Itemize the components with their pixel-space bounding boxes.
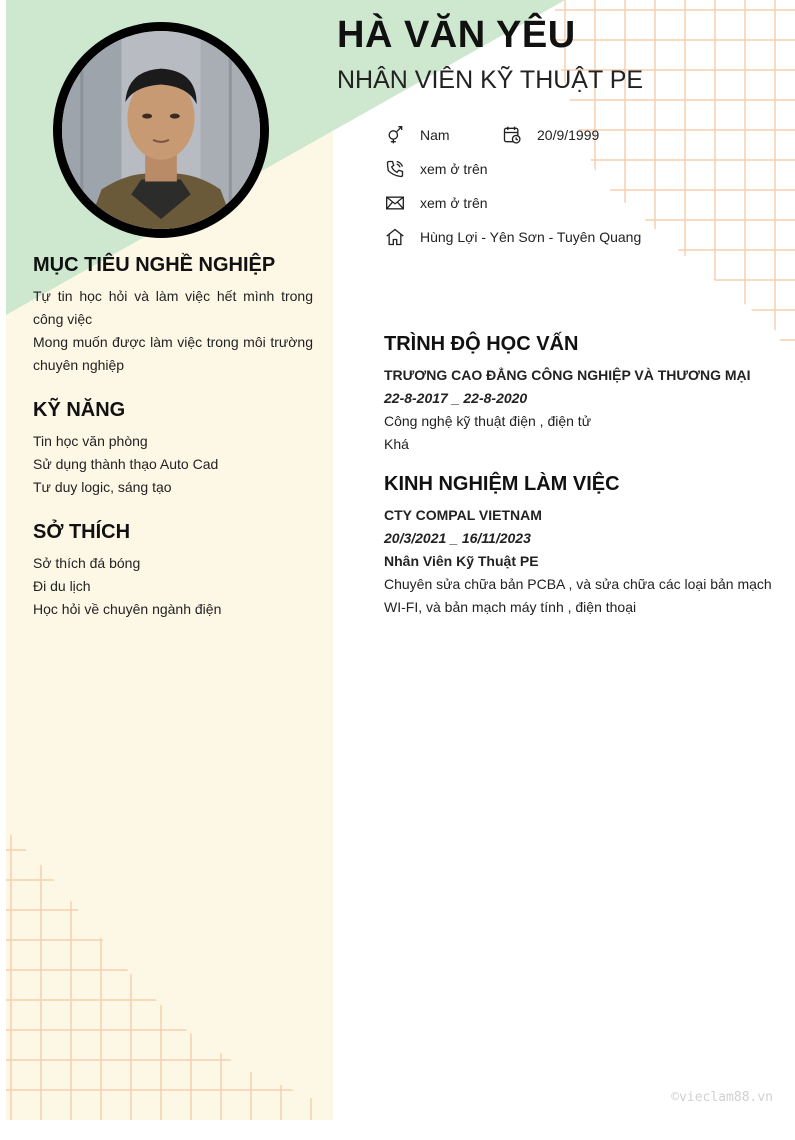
career-goal-line: Tự tin học hỏi và làm việc hết mình trong công việc [33,288,313,327]
avatar [62,31,260,229]
hobbies-list [33,552,313,621]
experience-period: 20/3/2021 _ 16/11/2023 [384,530,531,546]
candidate-name: HÀ VĂN YÊU [337,14,576,56]
envelope-icon [384,192,406,214]
grid-decoration-bottom-left [6,830,326,1120]
address-value: Hùng Lợi - Yên Sơn - Tuyên Quang [420,229,642,245]
career-goal-line: Mong muốn được làm việc trong môi trường chuyên nghiệp [33,334,313,373]
email-row [384,192,488,214]
grid-decoration-top-right [545,0,795,370]
skills-list [33,430,313,499]
skill-item: Sử dụng thành thạo Auto Cad [33,456,219,472]
hobby-item: Đi du lịch [33,578,91,594]
education-major: Công nghệ kỹ thuật điện , điện tử [384,413,592,429]
company-name: CTY COMPAL VIETNAM [384,507,542,523]
address-row [384,226,641,248]
email-value: xem ở trên [420,195,488,211]
career-goal-text [33,285,313,377]
education-period: 22-8-2017 _ 22-8-2020 [384,390,528,406]
hobby-item: Sở thích đá bóng [33,555,141,571]
experience-block [384,504,776,619]
avatar-frame [53,22,269,238]
education-grade: Khá [384,436,409,452]
phone-row [384,158,488,180]
calendar-icon [501,124,523,146]
experience-description: Chuyên sửa chữa bản PCBA , và sửa chữa các loại bản mạch WI-FI, và bản mạch máy tính , điện thoại [384,576,772,615]
birthday-value: 20/9/1999 [537,127,600,143]
experience-title: KINH NGHIỆM LÀM VIỆC [384,473,620,495]
education-block [384,364,774,456]
phone-value: xem ở trên [420,161,488,177]
career-goal-title: MỤC TIÊU NGHỀ NGHIỆP [33,254,276,276]
skill-item: Tư duy logic, sáng tạo [33,479,172,495]
watermark: ©vieclam88.vn [671,1090,773,1105]
school-name: TRƯƠNG CAO ĐẲNG CÔNG NGHIỆP VÀ THƯƠNG MẠI [384,367,751,383]
job-title: NHÂN VIÊN KỸ THUẬT PE [337,66,644,94]
home-icon [384,226,406,248]
skill-item: Tin học văn phòng [33,433,148,449]
education-title: TRÌNH ĐỘ HỌC VẤN [384,333,579,355]
hobbies-title: SỞ THÍCH [33,521,131,543]
gender-value: Nam [420,127,450,143]
gender-icon [384,124,406,146]
hobby-item: Học hỏi về chuyên ngành điện [33,601,222,617]
phone-icon [384,158,406,180]
skills-title: KỸ NĂNG [33,399,126,421]
birthday-row [501,124,599,146]
profile-photo [62,31,260,229]
gender-row [384,124,450,146]
experience-position: Nhân Viên Kỹ Thuật PE [384,553,539,569]
